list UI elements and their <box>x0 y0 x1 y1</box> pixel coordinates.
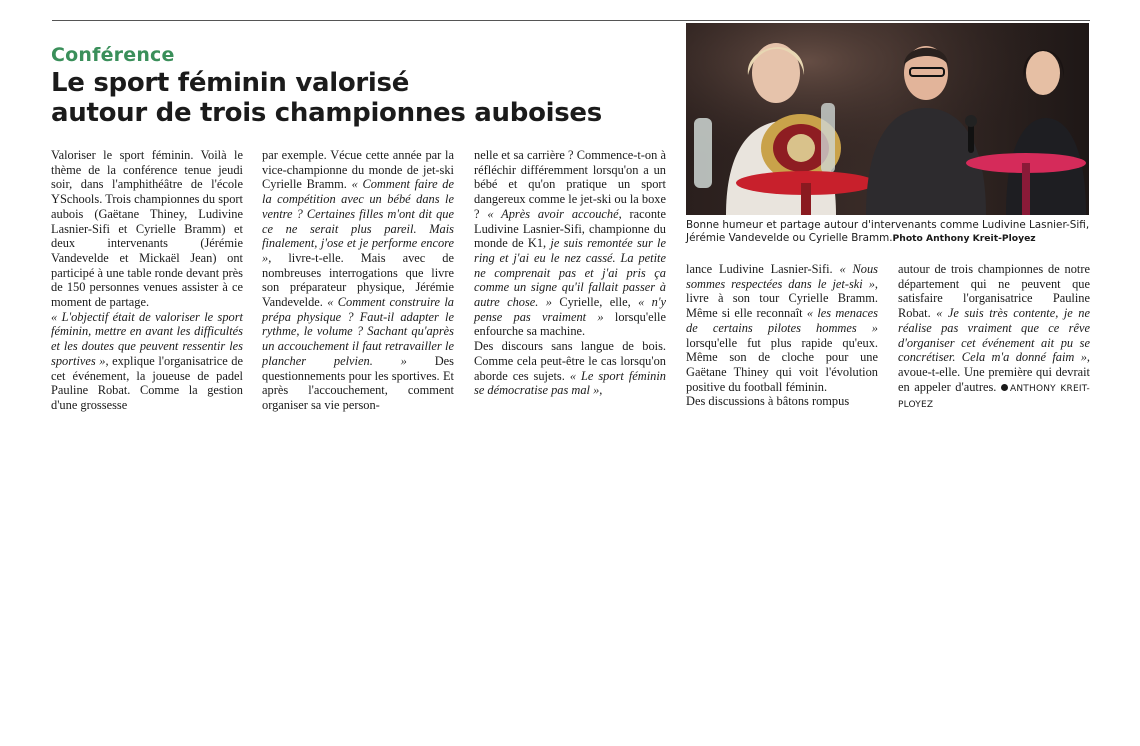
photo-credit: Photo Anthony Kreit-Ployez <box>892 233 1036 244</box>
paragraph: nelle et sa carrière ? Commence-t-on à réfléchir différemment lorsqu'on a un bébé et qu'on pratique un sport dangereux comme le jet-ski ou la boxe ? « Après avoir accouché, raconte Ludivine Lasnier-Sifi, championne du monde de K1, je suis remontée sur le ring et j'ai eu le nez cassé. La petite ne comprenait pas et j'ai pris ça comme un signe qu'il fallait passer à autre chose. » Cyrielle, elle, « n'y pense pas vraiment » lorsqu'elle enfourche sa machine. <box>474 148 666 339</box>
paragraph: lance Ludivine Lasnier-Sifi. « Nous sommes respectées dans le jet-ski », livre à son tour Cyrielle Bramm. Même si elle reconnaît « les menaces de certains pilotes hommes » lorsqu'elle fut plus rapide qu'eux. Même son de cloche pour une Gaëtane Thiney qui voit l'évolution positive du football féminin. <box>686 262 878 394</box>
article-column-4 <box>686 262 878 409</box>
article-headline[interactable] <box>51 68 671 128</box>
article-column-5 <box>898 262 1090 413</box>
article-column-3 <box>474 148 666 398</box>
paragraph: Des discussions à bâtons rompus <box>686 394 850 409</box>
headline-line-1: Le sport féminin valorisé <box>51 68 410 98</box>
quote: « Le sport féminin se démocratise pas mal » <box>474 368 666 398</box>
quote: « Nous sommes respectées dans le jet-ski » <box>686 262 878 291</box>
quote: « Après avoir accouché <box>487 206 619 221</box>
top-rule <box>52 20 1090 21</box>
author-signature: ANTHONY KREIT-PLOYEZ <box>898 383 1091 411</box>
quote: « Comment faire de la compétition avec un bébé dans le ventre ? Certaines filles m'ont dit que ce ne serait plus pareil. Mais finalement, j'ose et je performe encore » <box>262 177 454 265</box>
article-kicker: Conférence <box>51 44 175 66</box>
conference-photo-illustration <box>686 23 1089 215</box>
quote: « Comment construire la prépa physique ? Faut-il adapter le rythme, le volume ? Sachant qu'après un accouchement il faut retravailler le plancher pelvien. » <box>262 295 454 368</box>
caption-text: Bonne humeur et partage autour d'intervenants comme Ludivine Lasnier-Sifi, Jérémie Vandevelde ou Cyrielle Bramm. <box>686 219 1090 244</box>
quote: je suis remontée sur le ring et j'ai eu le nez cassé. La petite ne comprenait pas et j'ai pris ça comme un signe qu'il fallait passer à autre chose. » <box>474 236 666 310</box>
paragraph: Valoriser le sport féminin. Voilà le thème de la conférence tenue jeudi soir, dans l'amphithéâtre de l'école YSchools. Trois championnes du sport aubois (Gaëtane Thiney, Ludivine Lasnier-Sifi et Cyrielle Bramm) et deux intervenants (Jérémie Vandevelde et Mickaël Jean) ont participé à une table ronde devant près de 150 personnes venues assister à ce moment de partage. <box>51 148 243 310</box>
paragraph: « L'objectif était de valoriser le sport féminin, mettre en avant les difficultés et les doutes que peuvent ressentir les sportives », explique l'organisatrice de cet événement, la joueuse de padel Pauline Robat. Comme la gestion d'une grossesse <box>51 309 243 412</box>
article-column-2 <box>262 148 454 413</box>
quote: « L'objectif était de valoriser le sport féminin, mettre en avant les difficultés et les doutes que peuvent ressentir les sportives » <box>51 309 243 368</box>
bullet-icon <box>1001 384 1008 391</box>
photo-caption <box>686 219 1090 245</box>
quote: « Je suis très contente, je ne réalise pas vraiment que ce rêve d'organiser cet événement ait pu se concrétiser. Cela m'a donné faim » <box>898 306 1090 365</box>
quote: « n'y pense pas vraiment » <box>474 295 666 324</box>
article-photo[interactable] <box>686 23 1089 215</box>
quote: « les menaces de certains pilotes hommes » <box>686 306 878 335</box>
headline-line-2: autour de trois championnes auboises <box>51 98 602 128</box>
paragraph: autour de trois championnes de notre département qui ne peuvent que satisfaire l'organisatrice Pauline Robat. « Je suis très contente, je ne réalise pas vraiment que ce rêve d'organiser cet événement ait pu se concrétiser. Cela m'a donné faim », avoue-t-elle. Une première qui devrait en appeler d'autres. ANTHONY KREIT-PLOYEZ <box>898 262 1091 411</box>
paragraph: Des discours sans langue de bois. Comme cela peut-être le cas lorsqu'on aborde ces sujets. « Le sport féminin se démocratise pas mal », <box>474 339 666 398</box>
article-column-1 <box>51 148 243 413</box>
paragraph: par exemple. Vécue cette année par la vice-championne du monde de jet-ski Cyrielle Bramm. « Comment faire de la compétition avec un bébé dans le ventre ? Certaines filles m'ont dit que ce ne serait plus pareil. Mais finalement, j'ose et je performe encore », livre-t-elle. Mais avec de nombreuses interrogations que livre son préparateur physique, Jérémie Vandevelde. « Comment construire la prépa physique ? Faut-il adapter le rythme, le volume ? Sachant qu'après un accouchement il faut retravailler le plancher pelvien. » Des questionnements pour les sportives. Et après l'accouchement, comment organiser sa vie person- <box>262 148 454 412</box>
